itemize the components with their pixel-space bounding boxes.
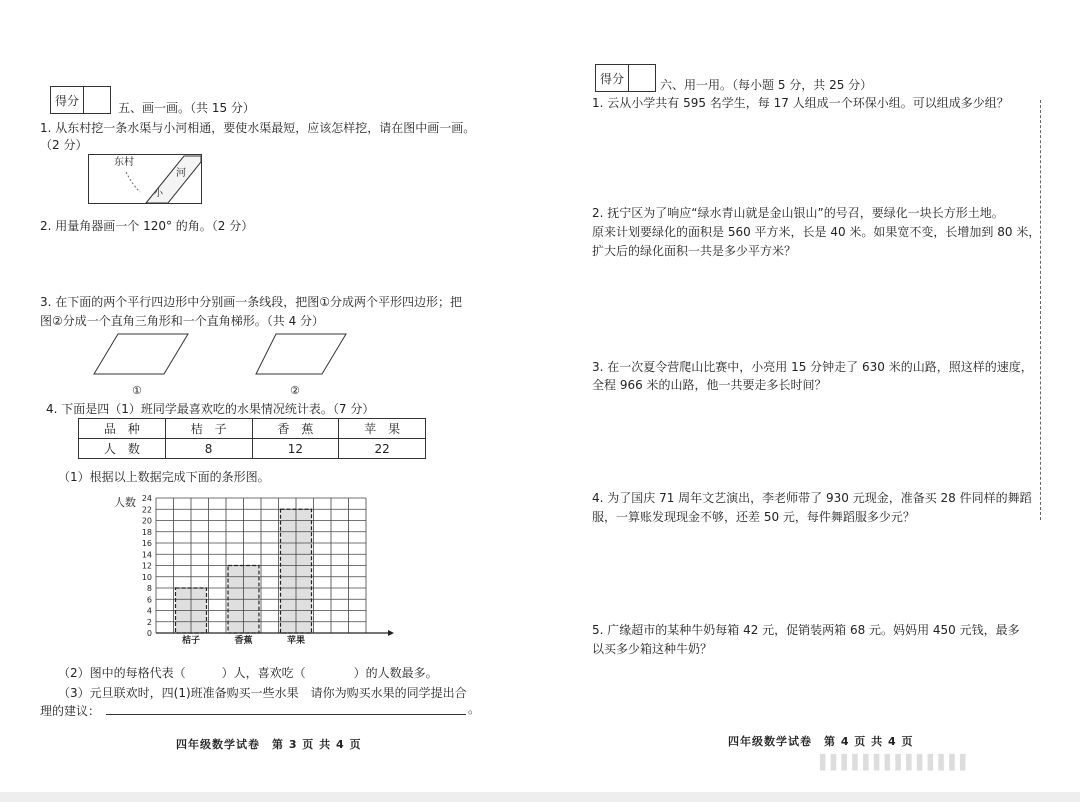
fruit-bar-chart [106,488,396,648]
bar-苹果 [281,509,312,633]
table-cell: 12 [252,439,339,459]
right-margin-dashes [1040,100,1041,520]
section6-title: 六、用一用。（每小题 5 分，共 25 分） [660,78,873,92]
table-cell: 人 数 [79,439,166,459]
chart-ylabel: 人数 [114,496,136,509]
y-tick-label: 24 [141,494,152,503]
q4-sub3-prompt: 理的建议： [40,704,101,718]
score-label: 得分 [51,87,84,113]
r-q3-1: 3. 在一次夏令营爬山比赛中，小亮用 15 分钟走了 630 米的山路，照这样的速度， [592,360,1033,374]
y-tick-label: 0 [146,629,152,638]
table-cell: 桔 子 [165,419,252,439]
r-q2-1: 2. 抚宁区为了响应“绿水青山就是金山银山”的号召，要绿化一块长方形土地。 [592,206,1004,220]
y-tick-label: 4 [146,606,152,616]
q1-points: （2 分） [40,138,88,152]
r-q3-2: 全程 966 米的山路，他一共要走多长时间？ [592,378,827,392]
y-tick-label: 6 [146,595,152,605]
r-q1: 1. 云从小学共有 595 名学生，每 17 人组成一个环保小组。可以组成多少组？ [592,96,1009,110]
r-q5-1: 5. 广缘超市的某种牛奶每箱 42 元，促销装两箱 68 元。妈妈用 450 元钱，最多 [592,623,1020,637]
score-blank [629,65,655,91]
score-box-left [50,86,111,114]
answer-line[interactable] [106,714,466,715]
y-tick-label: 10 [141,572,152,582]
q4-sub1: （1）根据以上数据完成下面的条形图。 [58,470,270,484]
parallelogram-figures [90,330,370,400]
fig2-label: ② [290,384,300,397]
table-cell: 香 蕉 [252,419,339,439]
q4-sub2: （2）图中的每格代表（ ）人，喜欢吃（ ）的人数最多。 [58,666,438,680]
r-q2-3: 扩大后的绿化面积一共是多少平方米？ [592,244,797,258]
table-cell: 苹 果 [339,419,426,439]
r-q4-2: 服，一算账发现现金不够，还差 50 元，每件舞蹈服多少元？ [592,510,915,524]
q1-text: 1. 从东村挖一条水渠与小河相通，要使水渠最短，应该怎样挖，请在图中画一画。 [40,121,476,135]
y-tick-label: 14 [141,550,152,560]
answer-line-end: 。 [468,702,481,716]
q3-text-2: 图②分成一个直角三角形和一个直角梯形。（共 4 分） [40,314,325,328]
y-tick-label: 16 [141,539,152,548]
r-q5-2: 以买多少箱这种牛奶？ [592,642,713,656]
bar-香蕉 [228,566,259,634]
q4-sub3: （3）元旦联欢时，四(1)班准备购买一些水果 请你为购买水果的同学提出合 [58,686,467,700]
x-axis-arrow [388,630,394,636]
map-village-label: 东村 [114,157,134,168]
x-tick-label: 桔子 [181,636,201,646]
table-row [79,439,426,459]
map-small-label: 小 [154,189,164,199]
q4-title: 4. 下面是四（1）班同学最喜欢吃的水果情况统计表。（7 分） [46,402,375,416]
x-tick-label: 香蕉 [234,636,253,646]
y-tick-label: 12 [141,561,152,571]
y-tick-label: 8 [146,584,152,593]
q2-text: 2. 用量角器画一个 120° 的角。（2 分） [40,219,254,233]
table-cell: 22 [339,439,426,459]
y-tick-label: 18 [141,527,152,537]
score-label: 得分 [596,65,629,91]
y-tick-label: 22 [141,505,152,515]
score-blank [84,87,110,113]
bar-桔子 [176,588,207,633]
bottom-bar [0,792,1080,802]
y-tick-label: 2 [146,617,152,627]
r-q2-2: 原来计划要绿化的面积是 560 平方米，长是 40 米。如果宽不变，长增加到 80 米， [592,225,1041,239]
table-cell: 8 [165,439,252,459]
x-tick-label: 苹果 [286,636,306,646]
section5-title: 五、画一画。（共 15 分） [118,101,255,115]
left-page-footer: 四年级数学试卷 第 3 页 共 4 页 [176,738,362,751]
score-box-right [595,64,656,92]
y-tick-label: 20 [141,516,152,526]
table-cell: 品 种 [79,419,166,439]
fig1-label: ① [132,384,142,397]
right-page-footer: 四年级数学试卷 第 4 页 共 4 页 [728,735,914,748]
watermark-strip: ▌▌▌▌▌▌▌▌▌▌▌▌▌▌ [820,755,971,771]
parallelogram-2 [256,334,346,374]
r-q4-1: 4. 为了国庆 71 周年文艺演出，李老师带了 930 元现金，准备买 28 件同样的舞蹈 [592,491,1032,505]
map-river-label: 河 [176,168,186,179]
village-river-map [88,154,202,204]
parallelogram-1 [94,334,188,374]
q3-text-1: 3. 在下面的两个平行四边形中分别画一条线段，把图①分成两个平形四边形；把 [40,295,463,309]
fruit-stats-table [78,418,426,459]
table-header-row [79,419,426,439]
